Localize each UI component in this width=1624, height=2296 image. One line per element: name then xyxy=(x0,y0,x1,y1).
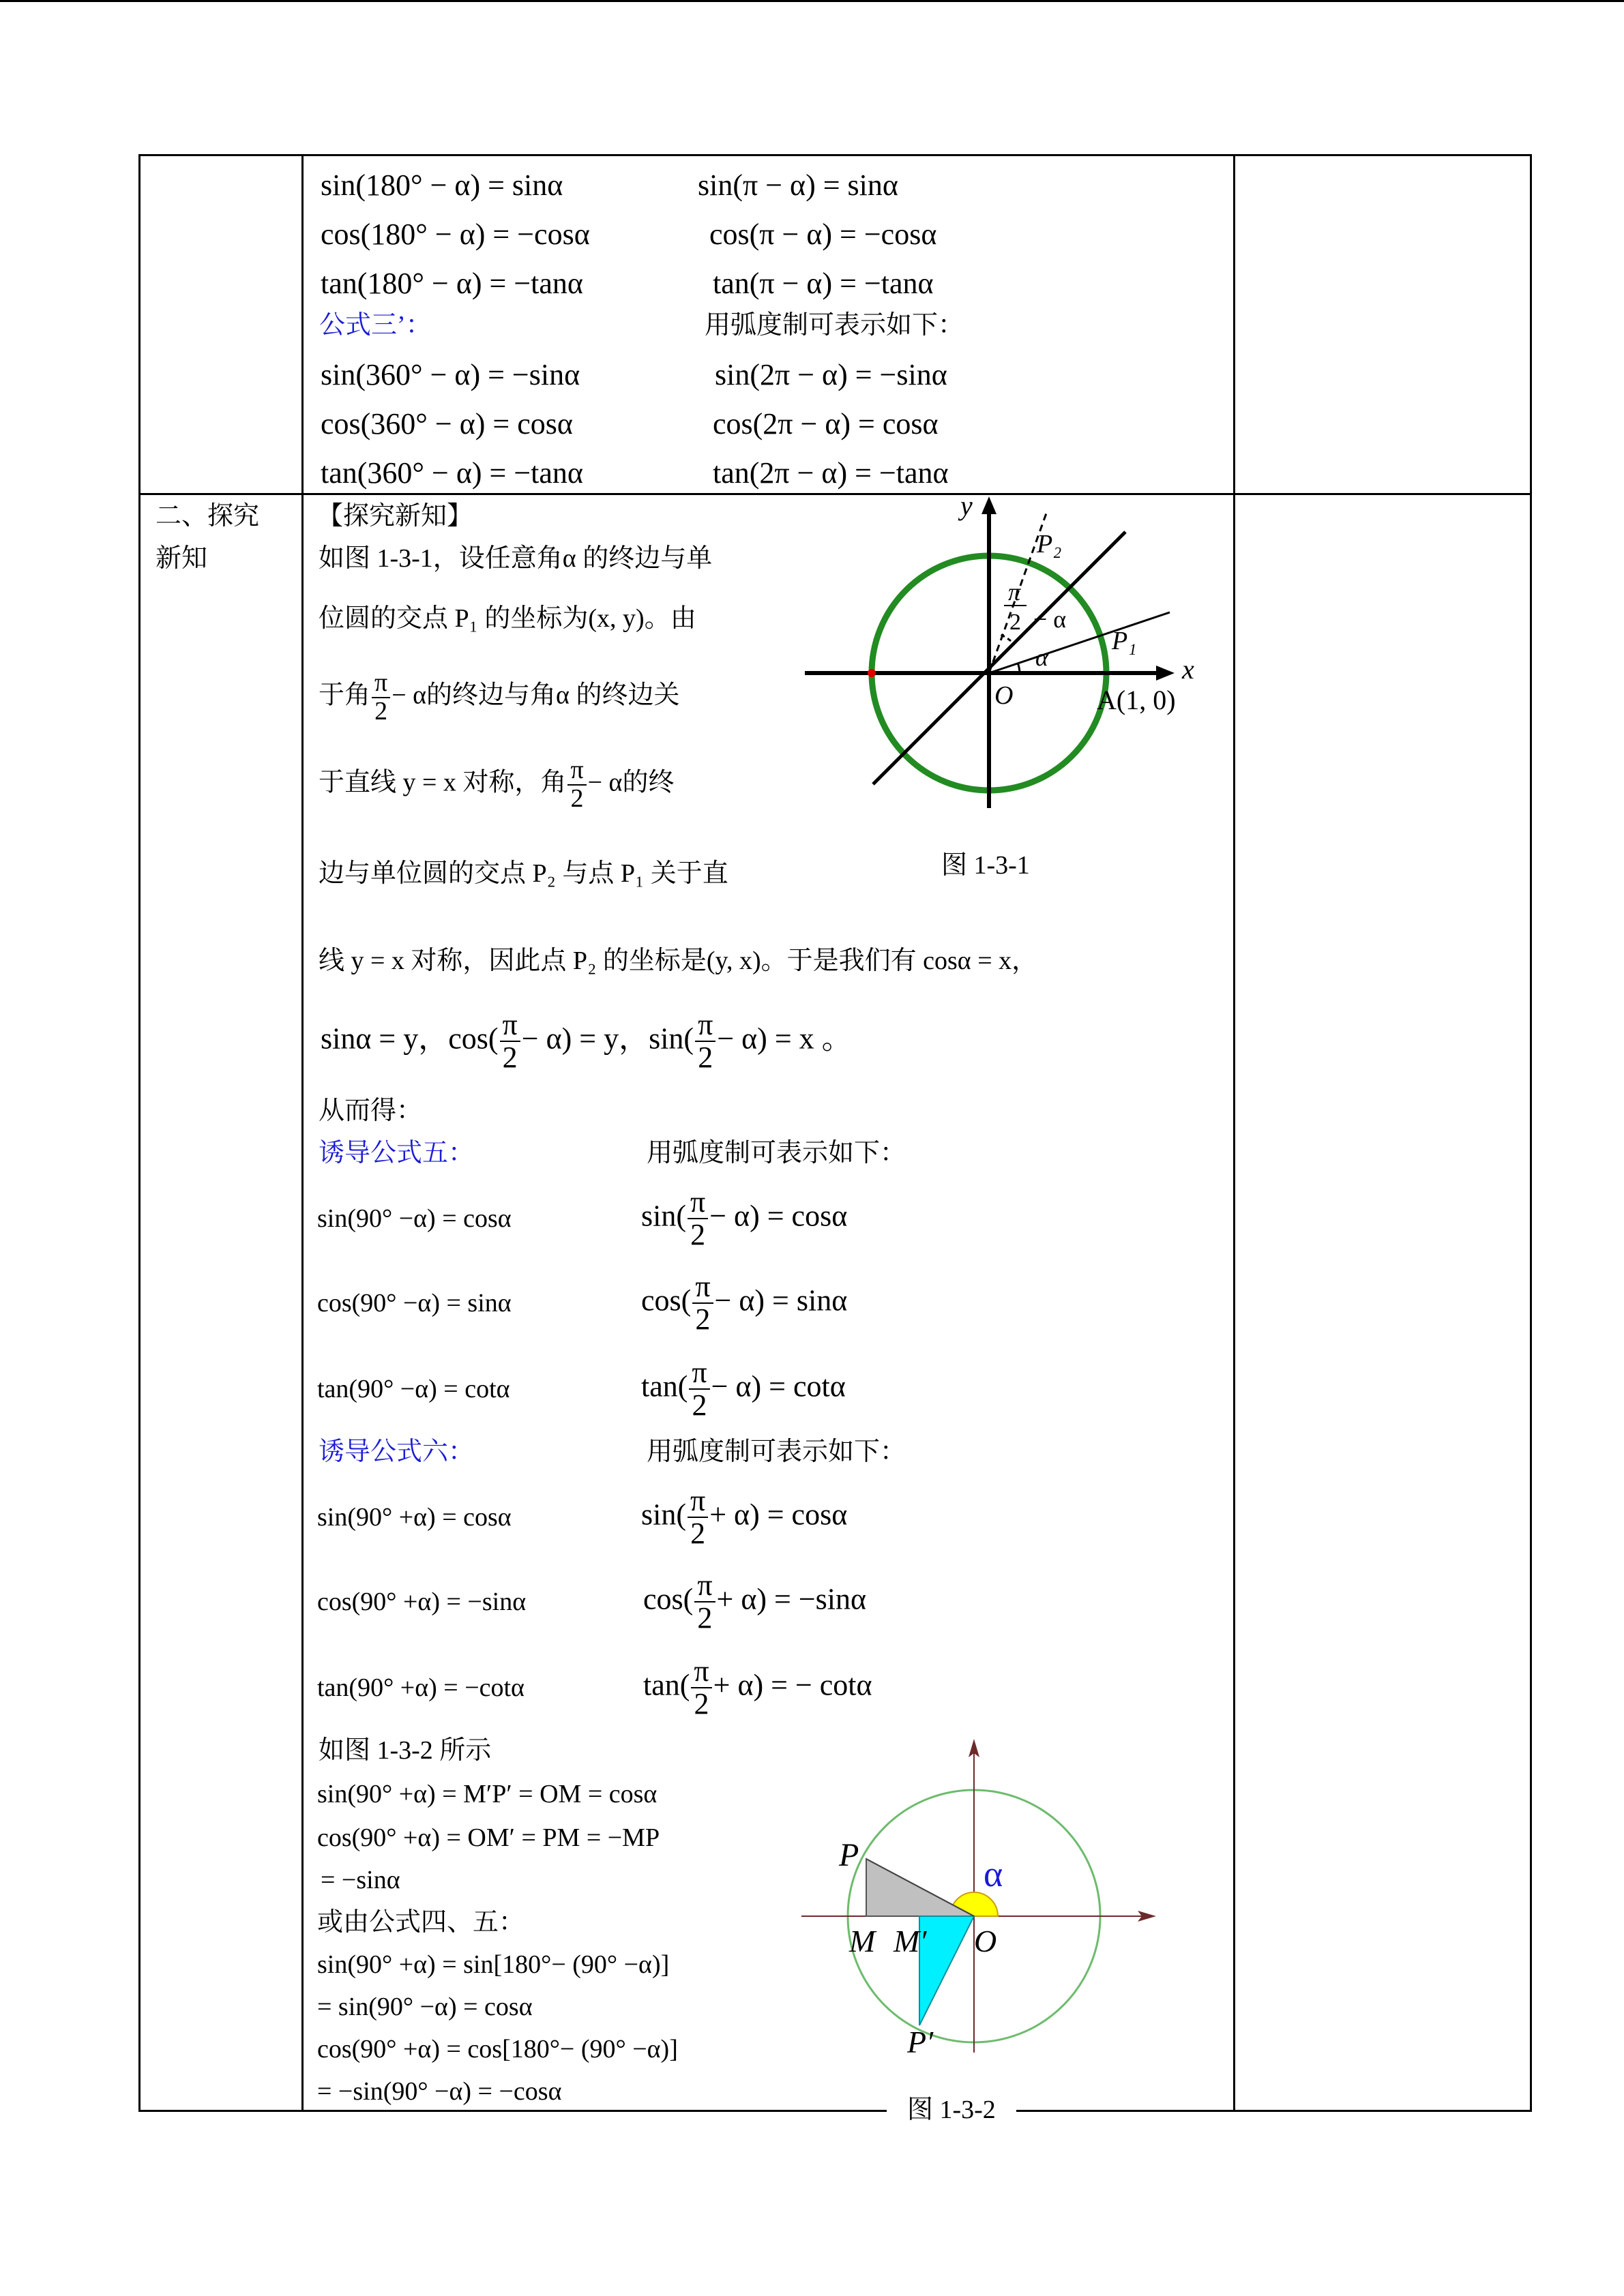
y-axis-arrow xyxy=(981,496,996,514)
derivation-line: = sin(90° −α) = cosα xyxy=(317,1993,533,2021)
derivation-line: 或由公式四、五： xyxy=(317,1908,525,1937)
label-alpha: α xyxy=(984,1853,1003,1894)
point-marker xyxy=(868,669,876,677)
formula-line: sin(360° − α) = −sinα xyxy=(321,358,580,391)
formula-note: 用弧度制可表示如下： xyxy=(705,311,964,340)
derivation-line: sin(90° +α) = M′P′ = OM = cosα xyxy=(317,1780,658,1808)
fraction-pi-over-2: $\frac{\pi}{2}$ xyxy=(372,670,390,726)
label-p1: P₁ xyxy=(1112,627,1137,655)
formula-line: sin( $\frac{\pi}{2}$ + α) = cosα xyxy=(641,1484,848,1551)
label-a: A(1, 0) xyxy=(1097,685,1176,715)
formula-line: tan(90° −α) = cotα xyxy=(317,1375,510,1403)
paragraph-line: 位圆的交点 P₁ 的坐标为(x, y)。由 xyxy=(319,604,696,633)
label-two: 2 xyxy=(1009,610,1021,635)
derivation-line: 如图 1-3-2 所示 xyxy=(319,1736,492,1765)
formula-line: cos(2π − α) = cosα xyxy=(713,407,939,441)
derivation-line: = −sin(90° −α) = −cosα xyxy=(317,2077,562,2106)
triangle-p-prime xyxy=(919,1916,974,2025)
paragraph-line: 从而得： xyxy=(319,1097,423,1125)
formula-line: cos(360° − α) = cosα xyxy=(321,407,573,441)
label-pi: π xyxy=(1008,578,1021,606)
derivation-line: = −sinα xyxy=(321,1866,400,1894)
label-y: y xyxy=(960,491,973,521)
formula-line: sin( $\frac{\pi}{2}$ − α) = cosα xyxy=(641,1185,848,1252)
top-border xyxy=(0,0,1624,2)
formula-note: 用弧度制可表示如下： xyxy=(647,1139,906,1167)
figure-caption: 图 1-3-2 xyxy=(887,2097,1016,2123)
paragraph-line: 线 y = x 对称，因此点 P₂ 的坐标是(y, x)。于是我们有 cosα = x， xyxy=(319,946,1038,975)
label-o: O xyxy=(974,1924,997,1958)
section-label: 二、探究 xyxy=(156,502,260,531)
x-axis-arrow xyxy=(1156,666,1175,681)
label-minus-alpha: − α xyxy=(1033,606,1067,633)
formula-line: sin(90° −α) = cosα xyxy=(317,1204,512,1233)
formula-title: 公式三’： xyxy=(319,311,432,340)
label-p-prime: P′ xyxy=(907,2025,934,2059)
label-alpha: α xyxy=(1035,644,1048,671)
table-line xyxy=(1233,154,1235,2112)
formula-line: tan(90° +α) = −cotα xyxy=(317,1673,525,1702)
derivation-line: sin(90° +α) = sin[180°− (90° −α)] xyxy=(317,1950,670,1979)
label-m: M xyxy=(849,1924,876,1958)
formula-line: sin(π − α) = sinα xyxy=(698,168,898,202)
table-line xyxy=(138,154,141,2112)
formula-line: cos( $\frac{\pi}{2}$ + α) = −sinα xyxy=(643,1568,867,1635)
paragraph-line: 于直线 y = x 对称，角 $\frac{\pi}{2}$ − α的终 xyxy=(319,756,675,813)
figure-caption: 图 1-3-1 xyxy=(941,851,1030,880)
derivation-line: cos(90° +α) = OM′ = PM = −MP xyxy=(317,1823,660,1852)
table-line xyxy=(301,154,304,2112)
formula-line: tan(π − α) = −tanα xyxy=(713,267,934,300)
section-heading: 【探究新知】 xyxy=(317,502,473,531)
formula-line: cos(90° +α) = −sinα xyxy=(317,1587,527,1616)
figure-1-3-1 xyxy=(791,491,1214,900)
formula-line: sin(2π − α) = −sinα xyxy=(715,358,947,391)
label-x: x xyxy=(1182,654,1194,685)
formula-line: cos(90° −α) = sinα xyxy=(317,1289,512,1317)
formula-note: 用弧度制可表示如下： xyxy=(647,1437,906,1466)
formula-title: 诱导公式五： xyxy=(319,1139,475,1167)
fraction-pi-over-2: $\frac{\pi}{2}$ xyxy=(695,1009,715,1073)
formula-line: cos( $\frac{\pi}{2}$ − α) = sinα xyxy=(641,1270,848,1337)
paragraph-line: sinα = y，cos( $\frac{\pi}{2}$ − α) = y，sin( $\frac{\pi}{2}$ − α) = x 。 xyxy=(321,1008,852,1075)
derivation-line: cos(90° +α) = cos[180°− (90° −α)] xyxy=(317,2035,678,2063)
label-p2: P₂ xyxy=(1037,530,1062,558)
formula-line: tan(180° − α) = −tanα xyxy=(321,267,583,300)
formula-title: 诱导公式六： xyxy=(319,1437,475,1466)
paragraph-line: 边与单位圆的交点 P₂ 与点 P₁ 关于直 xyxy=(319,859,728,888)
label-o: O xyxy=(994,681,1014,710)
formula-line: tan( $\frac{\pi}{2}$ − α) = cotα xyxy=(641,1356,846,1422)
formula-line: sin(180° − α) = sinα xyxy=(321,168,563,202)
formula-line: cos(π − α) = −cosα xyxy=(709,218,937,251)
table-line xyxy=(1530,154,1532,2112)
formula-line: tan(360° − α) = −tanα xyxy=(321,456,583,490)
section-label: 新知 xyxy=(156,544,208,573)
fraction-pi-over-2: $\frac{\pi}{2}$ xyxy=(500,1009,520,1073)
formula-line: tan(2π − α) = −tanα xyxy=(713,456,949,490)
table-line xyxy=(138,154,1532,156)
label-p: P xyxy=(839,1837,859,1873)
formula-line: cos(180° − α) = −cosα xyxy=(321,218,590,251)
formula-line: tan( $\frac{\pi}{2}$ + α) = − cotα xyxy=(643,1654,872,1721)
fraction-pi-over-2: $\frac{\pi}{2}$ xyxy=(567,757,586,813)
label-m-prime: M′ xyxy=(894,1924,927,1958)
line-y-equals-x xyxy=(873,532,1125,784)
formula-line: sin(90° +α) = cosα xyxy=(317,1503,512,1532)
paragraph-line: 于角 $\frac{\pi}{2}$ − α的终边与角α 的终边关 xyxy=(319,668,680,726)
paragraph-line: 如图 1-3-1，设任意角α 的终边与单 xyxy=(319,544,713,573)
figure-1-3-2 xyxy=(791,1732,1173,2059)
